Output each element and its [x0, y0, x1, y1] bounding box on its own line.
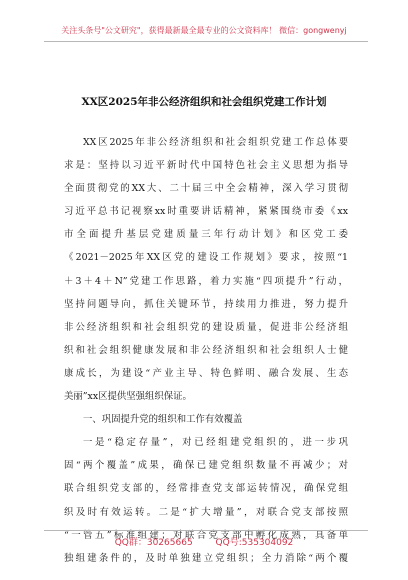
- body-line: “一管五”标准组建；对联合党支部中孵化成熟，具备单: [64, 529, 348, 541]
- body-line: ＋3＋4＋N”党建工作思路，着力实施“四项提升”行动，: [64, 275, 348, 287]
- body-line: 织及时有效运转。二是“扩大增量”，对联合党支部按照: [64, 506, 348, 518]
- body-line: 非公经济组织和社会组织党的建设质量，促进非公经济组: [64, 321, 348, 333]
- body-line: 求是：坚持以习近平新时代中国特色社会主义思想为指导: [64, 160, 348, 172]
- header-divider: [44, 41, 368, 42]
- footer-contact: [0, 535, 408, 548]
- document-title: XX区2025年非公经济组织和社会组织党建工作计划: [81, 96, 327, 108]
- body-line: 固“两个覆盖”成果，确保已建党组织数量不再减少；对: [64, 460, 348, 472]
- body-line: 联合组织党支部的，经常排查党支部运转情况，确保党组: [64, 483, 348, 495]
- footer-qq-number: QQ号:535304092: [215, 538, 294, 548]
- body-line: 市全面提升基层党建质量三年行动计划》和区党工委: [64, 229, 348, 241]
- body-line: 一、巩固提升党的组织和工作有效覆盖: [83, 414, 243, 426]
- footer-divider: [44, 530, 368, 531]
- header-promo-text: 关注头条号"公文研究"，获得最新最全最专业的公文资料库！ 微信：gongwenyj: [61, 26, 347, 35]
- body-line: 美丽”xx区提供坚强组织保证。: [64, 391, 192, 403]
- document-body: [64, 131, 348, 570]
- body-line: 织和社会组织健康发展和非公经济组织和社会组织人士健: [64, 344, 348, 356]
- body-line: 全面贯彻党的XX大、二十届三中全会精神，深入学习贯彻: [64, 183, 348, 195]
- body-line: 坚持问题导向，抓住关键环节，持续用力推进，努力提升: [64, 298, 348, 310]
- body-line: XX区2025年非公经济组织和社会组织党建工作总体要: [83, 137, 348, 148]
- body-line: 康成长，为建设“产业主导、特色鲜明、融合发展、生态: [64, 367, 348, 379]
- body-line: 习近平总书记视察xx时重要讲话精神，紧紧围绕市委《xx: [64, 206, 348, 218]
- body-line: 独组建条件的，及时单独建立党组织；全力消除“两个覆: [64, 552, 348, 564]
- body-line: 一是“稳定存量”，对已经组建党组织的，进一步巩: [83, 437, 348, 449]
- footer-qq-group: QQ群：30265665: [114, 538, 193, 548]
- body-line: 《2021－2025年XX区党的建设工作规划》要求，按照“1: [64, 252, 348, 264]
